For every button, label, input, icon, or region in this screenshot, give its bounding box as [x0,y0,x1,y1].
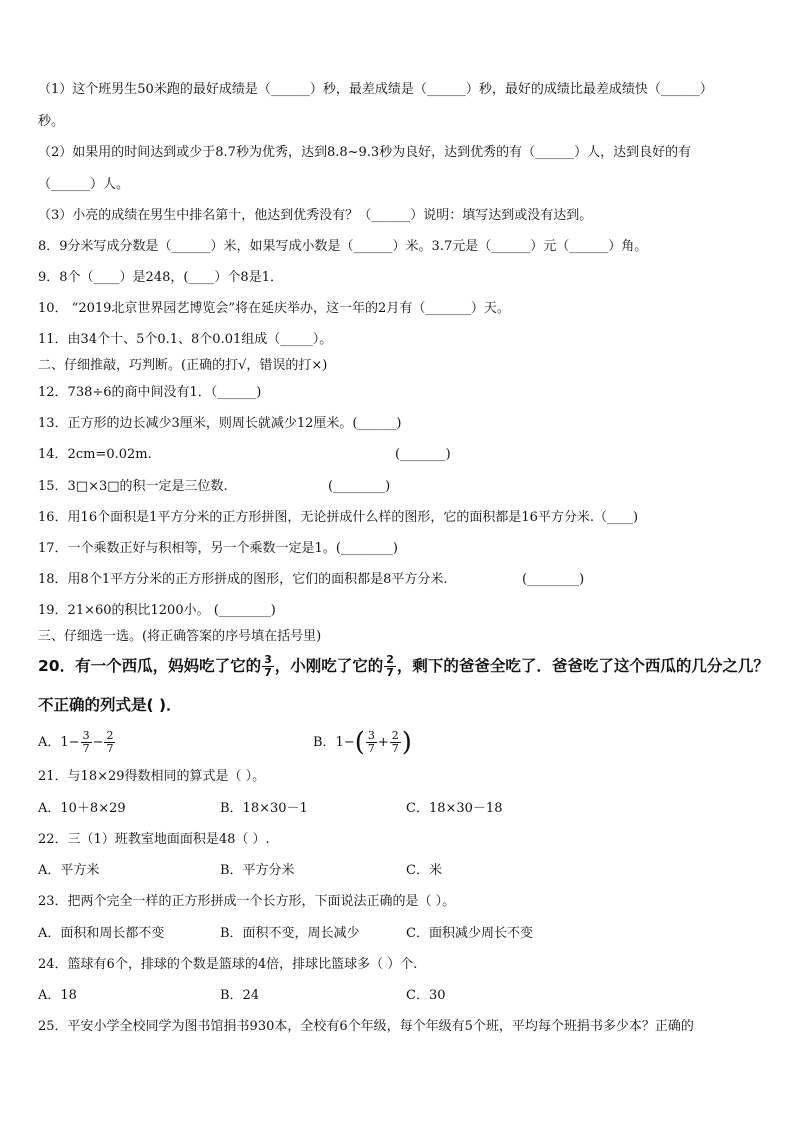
question-14: 14．2cm=0.02m. [38,447,152,462]
section-2-heading: 二、仔细推敲，巧判断。(正确的打√，错误的打×) [38,358,328,373]
denominator: 7 [106,742,114,755]
q20-part2: ，小刚吃了它的 [274,657,384,675]
question-16: 16．用16个面积是1平方分米的正方形拼图，无论拼成什么样的图形，它的面积都是16平方分米.（____) [38,510,639,525]
fraction [366,730,377,755]
right-paren: ) [401,727,412,758]
line-q7-3: （3）小亮的成绩在男生中排名第十，他达到优秀没有？（______）说明：填写达到或没有达到。 [38,208,593,223]
fraction [384,654,396,679]
fraction [390,730,401,755]
line-q7-1-cont: 秒。 [38,114,65,129]
q23-option-b: B．面积不变，周长减少 [220,926,360,941]
left-paren: ( [354,727,365,758]
question-21: 21．与18×29得数相同的算式是（ ）。 [38,769,266,784]
question-14-answer: (_______) [395,447,451,462]
question-17: 17．一个乘数正好与积相等，另一个乘数一定是1。(________) [38,541,398,556]
q20-part1: 20．有一个西瓜，妈妈吃了它的 [38,657,262,675]
numerator: 2 [106,729,114,742]
q23-option-c: C．面积减少周长不变 [406,926,533,941]
numerator: 3 [367,729,375,742]
numerator: 2 [386,653,394,666]
q22-option-b: B．平方分米 [220,863,295,878]
fraction [81,730,92,755]
q21-option-a: A．10＋8×29 [38,801,126,816]
q20-part3: ，剩下的爸爸全吃了．爸爸吃了这个西瓜的几分之几？ [396,657,769,675]
question-15-answer: (________) [328,479,391,494]
question-19: 19．21×60的积比1200小。 (________) [38,603,276,618]
question-18-answer: (________) [522,572,585,587]
denominator: 7 [391,742,399,755]
numerator: 3 [82,729,90,742]
numerator: 2 [391,729,399,742]
question-12: 12．738÷6的商中间没有1．（______) [38,385,262,400]
line-q7-2-cont: （______）人。 [38,177,130,192]
q20-option-a [38,728,116,758]
q21-option-b: B．18×30－1 [220,801,308,816]
question-8: 8．9分米写成分数是（______）米，如果写成小数是（______）米。3.7元是（______）元（______）角。 [38,239,648,254]
question-18: 18．用8个1平方分米的正方形拼成的图形，它们的面积都是8平方分米. [38,572,448,587]
q22-option-a: A．平方米 [38,863,100,878]
question-22: 22．三（1）班教室地面面积是48（ ）. [38,832,270,847]
fraction [104,730,115,755]
fraction [262,654,274,679]
denominator: 7 [264,666,272,679]
q24-option-a: A．18 [38,988,77,1003]
q20-option-b [313,728,412,758]
line-q7-1: （1）这个班男生50米跑的最好成绩是（______）秒，最差成绩是（______）秒，最好的成绩比最差成绩快（______） [38,82,713,97]
denominator: 7 [386,666,394,679]
q24-option-b: B．24 [220,988,260,1003]
line-q7-2: （2）如果用的时间达到或少于8.7秒为优秀，达到8.8~9.3秒为良好，达到优秀的有（______）人，达到良好的有 [38,145,692,160]
question-15: 15．3□×3□的积一定是三位数. [38,479,228,494]
question-24: 24．篮球有6个，排球的个数是篮球的4倍，排球比篮球多（ ）个. [38,957,418,972]
q21-option-c: C．18×30－18 [406,801,503,816]
minus-sign: − [92,735,104,750]
question-11: 11．由34个十、5个0.1、8个0.01组成（_____）。 [38,332,333,347]
plus-sign: + [377,735,389,750]
q23-option-a: A．面积和周长都不变 [38,926,165,941]
q22-option-c: C．米 [406,863,442,878]
denominator: 7 [82,742,90,755]
denominator: 7 [367,742,375,755]
question-20-line2: 不正确的列式是( )． [38,696,182,714]
question-20 [38,651,769,681]
q24-option-c: C．30 [406,988,446,1003]
question-23: 23．把两个完全一样的正方形拼成一个长方形，下面说法正确的是（ ）。 [38,894,456,909]
numerator: 3 [264,653,272,666]
question-9: 9．8个（____）是248，(____）个8是1． [38,270,283,285]
question-25: 25．平安小学全校同学为图书馆捐书930本，全校有6个年级，每个年级有5个班，平均每个班捐书多少本？正确的 [38,1019,694,1034]
question-13: 13．正方形的边长减少3厘米，则周长就减少12厘米。(______) [38,416,402,431]
option-label: B．1− [313,735,355,750]
section-3-heading: 三、仔细选一选。(将正确答案的序号填在括号里) [38,629,322,644]
question-10: 10． “2019北京世界园艺博览会”将在延庆举办，这一年的2月有（_______）天。 [38,301,510,316]
option-label: A．1− [38,735,80,750]
